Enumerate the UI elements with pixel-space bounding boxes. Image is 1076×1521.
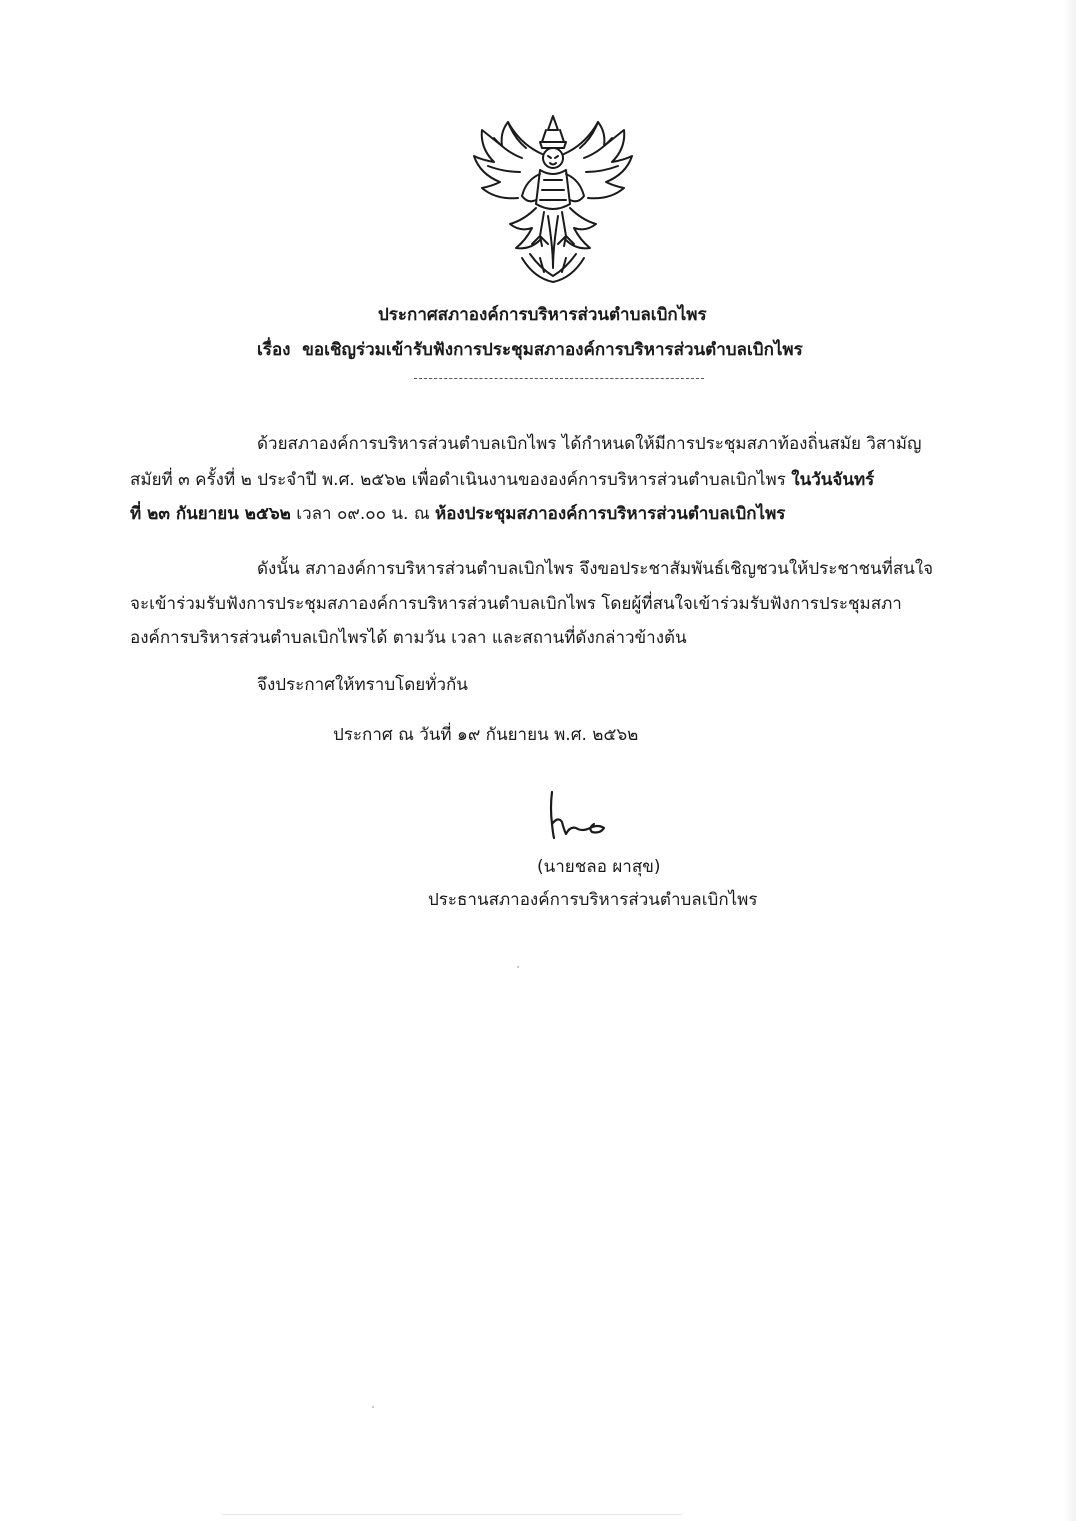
subject-label: เรื่อง <box>257 340 291 360</box>
scan-speck <box>372 1406 374 1408</box>
closing-statement: จึงประกาศให้ทราบโดยทั่วกัน <box>257 675 468 695</box>
signatory-name: (นายชลอ ผาสุข) <box>537 857 661 877</box>
para1-line2-text: สมัยที่ ๓ ครั้งที่ ๒ ประจำปี พ.ศ. ๒๕๖๒ เพื่อดำเนินงานขององค์การบริหารส่วนตำบลเบิกไพร <box>130 470 792 490</box>
header-divider <box>414 378 704 379</box>
meeting-date: ที่ ๒๓ กันยายน ๒๕๖๒ <box>130 504 291 524</box>
scan-edge <box>1064 0 1076 1521</box>
handwritten-signature <box>540 788 620 844</box>
scan-speck <box>517 966 519 968</box>
announcement-date: ประกาศ ณ วันที่ ๑๙ กันยายน พ.ศ. ๒๕๖๒ <box>333 725 639 745</box>
scan-edge-line <box>222 1514 682 1515</box>
subject-line <box>257 338 803 362</box>
para1-line2-emphasis: ในวันจันทร์ <box>791 470 875 490</box>
para1-line1: ด้วยสภาองค์การบริหารส่วนตำบลเบิกไพร ได้กำหนดให้มีการประชุมสภาท้องถิ่นสมัย วิสามัญ <box>257 434 922 454</box>
garuda-emblem-icon <box>470 108 636 284</box>
signatory-position: ประธานสภาองค์การบริหารส่วนตำบลเบิกไพร <box>428 890 758 910</box>
para1-line2 <box>130 468 874 492</box>
announcement-title: ประกาศสภาองค์การบริหารส่วนตำบลเบิกไพร <box>378 305 707 325</box>
subject-text: ขอเชิญร่วมเข้ารับฟังการประชุมสภาองค์การบริหารส่วนตำบลเบิกไพร <box>302 340 803 360</box>
para2-line1: ดังนั้น สภาองค์การบริหารส่วนตำบลเบิกไพร จึงขอประชาสัมพันธ์เชิญชวนให้ประชาชนที่สนใจ <box>257 559 934 579</box>
para2-line2: จะเข้าร่วมรับฟังการประชุมสภาองค์การบริหารส่วนตำบลเบิกไพร โดยผู้ที่สนใจเข้าร่วมรับฟังการประชุมสภา <box>130 594 902 614</box>
meeting-time: เวลา ๐๙.๐๐ น. ณ <box>290 504 435 524</box>
para2-line3: องค์การบริหารส่วนตำบลเบิกไพรได้ ตามวัน เวลา และสถานที่ดังกล่าวข้างต้น <box>130 628 687 648</box>
meeting-venue: ห้องประชุมสภาองค์การบริหารส่วนตำบลเบิกไพร <box>435 504 786 524</box>
para1-line3 <box>130 502 785 526</box>
